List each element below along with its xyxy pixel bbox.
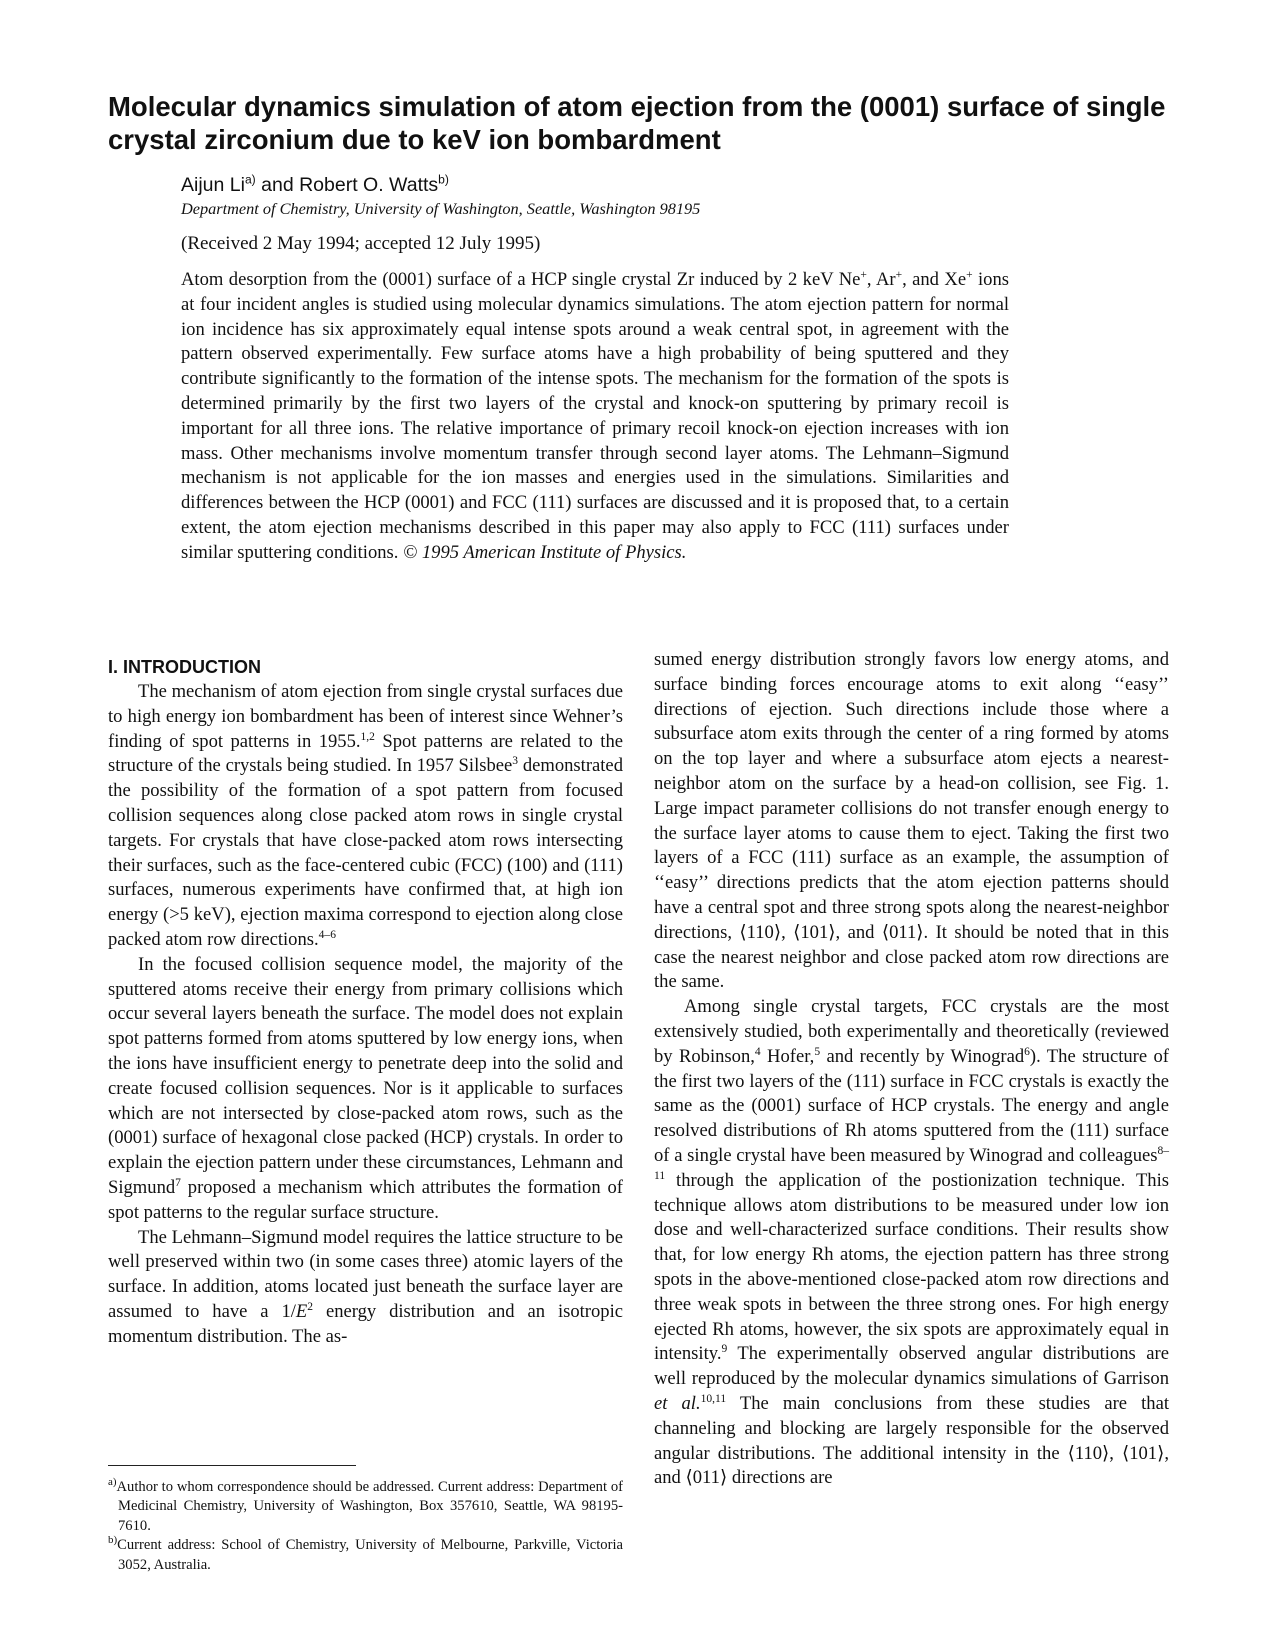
paragraph-text: The main conclusions from these studies are that channeling and blocking are largely responsible for the observed angular distributions. The additional intensity in the ⟨110⟩, ⟨101⟩, and ⟨011⟩ directions are: [654, 1392, 1169, 1489]
citation-ref: 10,11: [700, 1392, 727, 1405]
footnote-mark: b): [108, 1534, 118, 1547]
footnote-text: Author to whom correspondence should be addressed. Current address: Department of Medicinal Chemistry, University of Washington, Box 357610, Seattle, WA 98195-7610.: [116, 1479, 623, 1534]
paragraph-text: proposed a mechanism which attributes the formation of spot patterns to the regular surface structure.: [108, 1176, 623, 1223]
intro-paragraph-4: [654, 995, 1169, 1491]
footnote-mark: a): [108, 1476, 117, 1489]
author-line: [181, 172, 449, 198]
affiliation: Department of Chemistry, University of Washington, Seattle, Washington 98195: [181, 199, 701, 218]
et-al: et al.: [654, 1392, 701, 1414]
section-heading-introduction: I. INTRODUCTION: [108, 657, 261, 677]
left-column: [108, 680, 623, 1350]
author-2: and Robert O. Watts: [255, 174, 439, 196]
intro-paragraph-3: [108, 1226, 623, 1350]
citation-ref: 9: [721, 1343, 728, 1356]
paragraph-text: The mechanism of atom ejection from single crystal surfaces due to high energy ion bombardment has been of interest since Wehner’s finding of spot patterns in 1955.: [108, 681, 623, 752]
abstract-text: Atom desorption from the (0001) surface of a HCP single crystal Zr induced by 2 keV Ne: [181, 269, 861, 290]
citation-ref: 6: [1024, 1045, 1030, 1058]
citation-ref: 8–11: [654, 1144, 1169, 1182]
paragraph-text: In the focused collision sequence model, the majority of the sputtered atoms receive their energy from primary collisions which occur several layers beneath the surface. The model does not explain spot patterns formed from atoms sputtered by low energy ions, when the ions have insufficient energy to penetrate deep into the solid and create focused collision sequences. Nor is it applicable to surfaces which are not intersected by close-packed atom rows, such as the (0001) surface of hexagonal close packed (HCP) crystals. In order to explain the ejection pattern under these circumstances, Lehmann and Sigmund: [108, 953, 623, 1198]
citation-ref: 7: [175, 1176, 181, 1189]
author-1: Aijun Li: [181, 174, 245, 196]
paragraph-text: Among single crystal targets, FCC crystals are the most extensively studied, both experimentally and theoretically (reviewed by Robinson,: [654, 996, 1169, 1067]
paragraph-text: Spot patterns are related to the structure of the crystals being studied. In 1957 Silsbee: [108, 730, 623, 777]
right-column: [654, 648, 1169, 1491]
footnote-a: [108, 1478, 623, 1536]
footnote-text: Current address: School of Chemistry, University of Melbourne, Parkville, Victoria 3052, Australia.: [117, 1537, 623, 1573]
abstract-text: , and Xe: [902, 269, 967, 290]
received-dates: (Received 2 May 1994; accepted 12 July 1995): [181, 233, 541, 254]
superscript: +: [895, 268, 903, 281]
citation-ref: 5: [814, 1045, 821, 1058]
superscript: +: [966, 268, 973, 281]
abstract-text: ions at four incident angles is studied using molecular dynamics simulations. The atom ejection pattern for normal ion incidence has six approximately equal intense spots around a weak central spot, in agreement with the pattern observed experimentally. Few surface atoms have a high probability of being sputtered and they contribute significantly to the formation of the intense spots. The mechanism for the formation of the spots is determined primarily by the first two layers of the crystal and knock-on sputtering by primary recoil is important for all three ions. The relative importance of primary recoil knock-on ejection increases with ion mass. Other mechanisms involve momentum transfer through second layer atoms. The Lehmann–Sigmund mechanism is not applicable for the ion masses and energies used in the simulations. Similarities and differences between the HCP (0001) and FCC (111) surfaces are discussed and it is proposed that, to a certain extent, the atom ejection mechanisms described in this paper may also apply to FCC (111) surfaces under similar sputtering conditions.: [181, 269, 1009, 563]
paragraph-text: The Lehmann–Sigmund model requires the lattice structure to be well preserved within two (in some cases three) atomic layers of the surface. In addition, atoms located just beneath the surface layer are assumed to have a 1/: [108, 1226, 623, 1322]
intro-paragraph-3-continued: sumed energy distribution strongly favors low energy atoms, and surface binding forces encourage atoms to exit along ‘‘easy’’ directions of ejection. Such directions include those where a subsurface atom exits through the center of a ring formed by atoms on the top layer and where a subsurface atom ejects a nearest-neighbor atom on the surface by a head-on collision, see Fig. 1. Large impact parameter collisions do not transfer enough energy to the surface layer atoms to cause them to eject. Taking the first two layers of a FCC (111) surface as an example, the assumption of ‘‘easy’’ directions predicts that the atom ejection patterns should have a central spot and three strong spots along the nearest-neighbor directions, ⟨110⟩, ⟨101⟩, and ⟨011⟩. It should be noted that in this case the nearest neighbor and close packed atom row directions are the same.: [654, 649, 1169, 993]
abstract: [181, 268, 1009, 566]
paragraph-text: demonstrated the possibility of the formation of a spot pattern from focused collision sequences along close packed atom rows in single crystal targets. For crystals that have close-packed atom rows intersecting their surfaces, such as the face-centered cubic (FCC) (100) and (111) surfaces, numerous experiments have confirmed that, at high ion energy (>5 keV), ejection maxima correspond to ejection along close packed atom row directions.: [108, 755, 623, 950]
footnote-rule: [108, 1465, 356, 1466]
intro-paragraph-2: [108, 953, 623, 1226]
copyright-notice: © 1995 American Institute of Physics.: [403, 541, 687, 563]
intro-paragraph-1: [108, 680, 623, 953]
author-2-footnote-mark: b): [438, 172, 449, 187]
paragraph-text: Hofer,: [760, 1045, 815, 1067]
paper-title: Molecular dynamics simulation of atom ejection from the (0001) surface of single crystal zirconium due to keV ion bombardment: [108, 91, 1166, 155]
citation-ref: 4: [754, 1045, 761, 1058]
paragraph-text: energy distribution and an isotropic momentum distribution. The as-: [108, 1300, 624, 1347]
exponent: 2: [307, 1300, 314, 1313]
footnotes: [108, 1478, 623, 1575]
paragraph-text: and recently by Winograd: [820, 1045, 1025, 1067]
math-variable: E: [295, 1300, 308, 1322]
author-1-footnote-mark: a): [244, 172, 256, 187]
paragraph-text: The experimentally observed angular distributions are well reproduced by the molecular dynamics simulations of Garrison: [654, 1343, 1169, 1390]
footnote-b: [108, 1536, 623, 1575]
citation-ref: 3: [512, 755, 519, 768]
paragraph-text: ). The structure of the first two layers of the (111) surface in FCC crystals is exactly the same as the (0001) surface of HCP crystals. The energy and angle resolved distributions of Rh atoms sputtered from the (111) surface of a single crystal have been measured by Winograd and colleagues: [654, 1045, 1169, 1166]
citation-ref: 1,2: [360, 730, 375, 743]
abstract-text: , Ar: [866, 269, 896, 290]
paragraph-text: through the application of the postionization technique. This technique allows atom distributions to be measured under low ion dose and well-characterized surface conditions. Their results show that, for low energy Rh atoms, the ejection pattern has three strong spots in the above-mentioned close-packed atom row directions and three weak spots in between the three strong ones. For high energy ejected Rh atoms, however, the six spots are approximately equal in intensity.: [654, 1169, 1169, 1365]
superscript: +: [860, 268, 867, 281]
citation-ref: 4–6: [318, 928, 336, 941]
